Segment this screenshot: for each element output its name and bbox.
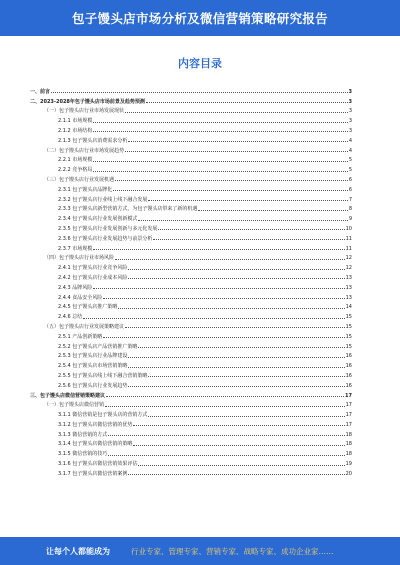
toc-leader-dots bbox=[115, 179, 348, 181]
toc-entry-page: 5 bbox=[348, 167, 352, 174]
toc-leader-dots bbox=[133, 424, 344, 426]
toc-leader-dots bbox=[106, 395, 344, 397]
toc-entry[interactable] bbox=[30, 320, 352, 330]
toc-entry[interactable] bbox=[30, 467, 352, 477]
toc-entry[interactable] bbox=[30, 193, 352, 203]
toc-entry-page: 15 bbox=[345, 323, 352, 330]
toc-entry-page: 15 bbox=[345, 333, 352, 340]
toc-entry[interactable] bbox=[30, 222, 352, 232]
toc-entry-title: （三）包子馒头店行业发展机遇 bbox=[44, 176, 115, 183]
footer-slogan: 让每个人都能成为 bbox=[46, 547, 110, 556]
report-header bbox=[0, 0, 400, 36]
toc-leader-dots bbox=[158, 228, 344, 230]
toc-entry-title: 3.1.5 微信营销的技巧 bbox=[58, 451, 108, 458]
toc-entry-title: 2.4.3 品牌风险 bbox=[58, 284, 93, 291]
toc-entry[interactable] bbox=[30, 114, 352, 124]
toc-entry[interactable] bbox=[30, 399, 352, 409]
toc-entry-title: 2.3.1 包子馒头店品牌化 bbox=[58, 186, 113, 193]
toc-leader-dots bbox=[108, 434, 344, 436]
toc-entry-page: 16 bbox=[345, 353, 352, 360]
toc-entry-title: 2.3.4 包子馒头店行业发展创新模式 bbox=[58, 216, 138, 223]
toc-entry[interactable] bbox=[30, 212, 352, 222]
toc-entry-title: （二）包子馒头店行业市场发展趋势 bbox=[44, 147, 125, 154]
toc-entry-page: 7 bbox=[348, 196, 352, 203]
toc-entry-title: 2.5.4 包子馒头店市场营销策略 bbox=[58, 363, 128, 370]
toc-entry-title: 3.1.6 包子馒头店微信营销效果评估 bbox=[58, 461, 138, 468]
toc-entry-page: 3 bbox=[348, 108, 352, 115]
toc-entry-title: 2.4.5 包子馒头店推广策略 bbox=[58, 304, 118, 311]
toc-entry-title: 2.2.1 市场规模 bbox=[58, 157, 93, 164]
toc-list bbox=[30, 85, 352, 477]
toc-entry-title: （五）包子馒头店行业发展策略建议 bbox=[44, 323, 125, 330]
toc-leader-dots bbox=[51, 91, 348, 93]
toc-entry[interactable] bbox=[30, 85, 352, 95]
toc-leader-dots bbox=[128, 356, 344, 358]
toc-leader-dots bbox=[103, 297, 344, 299]
toc-entry-page: 15 bbox=[345, 343, 352, 350]
toc-entry[interactable] bbox=[30, 350, 352, 360]
toc-entry-page: 6 bbox=[348, 176, 352, 183]
toc-entry-page: 12 bbox=[345, 265, 352, 272]
toc-entry-title: 2.5.3 包子馒头店行业品牌建设 bbox=[58, 353, 128, 360]
toc-entry[interactable] bbox=[30, 457, 352, 467]
toc-entry-title: 2.1.1 市场规模 bbox=[58, 118, 93, 125]
toc-entry-title: 2.5.5 包子馒头店线上线下融合营销策略 bbox=[58, 372, 148, 379]
toc-entry-title: 2.2.2 竞争格局 bbox=[58, 167, 93, 174]
toc-leader-dots bbox=[128, 385, 344, 387]
toc-leader-dots bbox=[148, 375, 344, 377]
toc-entry-title: （四）包子馒头店行业市场风险 bbox=[44, 255, 115, 262]
toc-entry-title: 一、前言 bbox=[30, 88, 51, 95]
toc-leader-dots bbox=[125, 326, 345, 328]
toc-entry[interactable] bbox=[30, 95, 352, 105]
toc-entry[interactable] bbox=[30, 359, 352, 369]
toc-leader-dots bbox=[198, 209, 347, 211]
toc-entry-page: 18 bbox=[345, 451, 352, 458]
toc-entry-title: 2.1.3 包子馒头店消费需求分析 bbox=[58, 137, 128, 144]
toc-entry-title: 2.4.4 食品安全风险 bbox=[58, 294, 103, 301]
toc-entry-title: 3.1.1 微信营销是包子馒头店的营销方式 bbox=[58, 412, 148, 419]
toc-leader-dots bbox=[103, 336, 344, 338]
toc-entry-page: 3 bbox=[348, 98, 352, 105]
toc-leader-dots bbox=[125, 150, 348, 152]
toc-entry-page: 11 bbox=[345, 245, 352, 252]
toc-leader-dots bbox=[93, 160, 348, 162]
toc-entry-page: 8 bbox=[348, 206, 352, 213]
toc-leader-dots bbox=[108, 454, 344, 456]
toc-leader-dots bbox=[128, 473, 344, 475]
toc-entry[interactable] bbox=[30, 203, 352, 213]
toc-leader-dots bbox=[133, 444, 344, 446]
toc-entry[interactable] bbox=[30, 173, 352, 183]
toc-leader-dots bbox=[93, 248, 344, 250]
toc-entry-page: 18 bbox=[345, 441, 352, 448]
toc-entry-title: 三、包子馒头店微信营销策略建议 bbox=[30, 392, 106, 399]
toc-entry[interactable] bbox=[30, 291, 352, 301]
toc-leader-dots bbox=[153, 238, 344, 240]
toc-entry[interactable] bbox=[30, 281, 352, 291]
toc-entry-page: 16 bbox=[345, 382, 352, 389]
toc-leader-dots bbox=[115, 258, 345, 260]
toc-entry-page: 17 bbox=[345, 402, 352, 409]
toc-entry-title: 2.1.2 市场结构 bbox=[58, 127, 93, 134]
toc-entry-page: 6 bbox=[348, 186, 352, 193]
toc-entry-page: 10 bbox=[345, 225, 352, 232]
toc-entry[interactable] bbox=[30, 418, 352, 428]
toc-entry[interactable] bbox=[30, 301, 352, 311]
footer-tagline: 行业专家、管理专家、营销专家、战略专家、成功企业家…… bbox=[131, 547, 334, 556]
toc-leader-dots bbox=[138, 346, 344, 348]
toc-leader-dots bbox=[93, 287, 344, 289]
toc-entry[interactable] bbox=[30, 379, 352, 389]
toc-entry-title: 2.3.5 包子馒头店行业发展创新与多元化发展 bbox=[58, 225, 158, 232]
toc-leader-dots bbox=[148, 199, 347, 201]
toc-entry-title: 2.4.2 包子馒头店行业成本风险 bbox=[58, 274, 128, 281]
toc-entry-page: 3 bbox=[348, 88, 352, 95]
toc-entry-page: 13 bbox=[345, 274, 352, 281]
toc-entry[interactable] bbox=[30, 389, 352, 399]
toc-entry-page: 3 bbox=[348, 118, 352, 125]
toc-leader-dots bbox=[93, 170, 348, 172]
toc-entry-page: 13 bbox=[345, 284, 352, 291]
toc-entry[interactable] bbox=[30, 369, 352, 379]
toc-entry-title: 2.5.1 产品创新策略 bbox=[58, 333, 103, 340]
toc-entry[interactable] bbox=[30, 144, 352, 154]
toc-entry[interactable] bbox=[30, 242, 352, 252]
toc-leader-dots bbox=[93, 130, 348, 132]
toc-entry-title: （一）包子馒头店行业市场发展现状 bbox=[44, 108, 125, 115]
toc-entry-page: 13 bbox=[345, 294, 352, 301]
toc-entry-page: 16 bbox=[345, 372, 352, 379]
toc-entry-page: 17 bbox=[345, 412, 352, 419]
toc-entry[interactable] bbox=[30, 134, 352, 144]
toc-entry[interactable] bbox=[30, 438, 352, 448]
toc-entry-title: 2.3.3 包子馒头店新型营销方式，为包子馒头店带来了新的机遇 bbox=[58, 206, 198, 213]
toc-entry-title: 3.1.7 包子馒头店微信营销案例 bbox=[58, 470, 128, 477]
toc-entry-page: 20 bbox=[345, 470, 352, 477]
report-title: 包子馒头店市场分析及微信营销策略研究报告 bbox=[71, 11, 328, 26]
toc-leader-dots bbox=[93, 121, 348, 123]
toc-entry-page: 4 bbox=[348, 147, 352, 154]
toc-entry-title: 3.1.4 包子馒头店微信营销的策略 bbox=[58, 441, 133, 448]
toc-entry-page: 19 bbox=[345, 461, 352, 468]
toc-entry[interactable] bbox=[30, 271, 352, 281]
toc-entry-title: 2.3.6 包子馒头店行业发展趋势与前景分析 bbox=[58, 235, 153, 242]
toc-leader-dots bbox=[128, 268, 344, 270]
toc-entry[interactable] bbox=[30, 154, 352, 164]
toc-leader-dots bbox=[128, 366, 344, 368]
toc-entry-page: 11 bbox=[345, 235, 352, 242]
toc-entry[interactable] bbox=[30, 310, 352, 320]
toc-entry-page: 18 bbox=[345, 431, 352, 438]
toc-entry-title: 2.5.2 包子馒头店产品营销推广策略 bbox=[58, 343, 138, 350]
toc-entry[interactable] bbox=[30, 232, 352, 242]
toc-entry[interactable] bbox=[30, 428, 352, 438]
toc-entry[interactable] bbox=[30, 447, 352, 457]
toc-entry-page: 17 bbox=[345, 421, 352, 428]
toc-entry[interactable] bbox=[30, 105, 352, 115]
toc-entry-page: 9 bbox=[348, 216, 352, 223]
toc-entry-page: 17 bbox=[345, 392, 352, 399]
toc-entry-title: 2.4.6 总结 bbox=[58, 314, 83, 321]
toc-leader-dots bbox=[128, 140, 347, 142]
toc-entry-page: 4 bbox=[348, 137, 352, 144]
toc-entry[interactable] bbox=[30, 340, 352, 350]
toc-entry-page: 14 bbox=[345, 304, 352, 311]
toc-entry[interactable] bbox=[30, 124, 352, 134]
toc-entry-title: 3.1.3 微信营销的方式 bbox=[58, 431, 108, 438]
toc-entry-page: 3 bbox=[348, 127, 352, 134]
toc-entry-page: 12 bbox=[345, 255, 352, 262]
toc-entry-page: 16 bbox=[345, 363, 352, 370]
toc-leader-dots bbox=[113, 189, 348, 191]
footer-banner bbox=[0, 537, 400, 565]
toc-entry-page: 15 bbox=[345, 314, 352, 321]
toc-entry-page: 5 bbox=[348, 157, 352, 164]
toc-leader-dots bbox=[105, 405, 345, 407]
toc-entry-title: 2.3.2 包子馒头店行业线上线下融合发展 bbox=[58, 196, 148, 203]
toc-heading: 内容目录 bbox=[178, 57, 222, 70]
toc-leader-dots bbox=[146, 101, 348, 103]
toc-entry-title: 3.1.2 包子馒头店微信营销的优势 bbox=[58, 421, 133, 428]
toc-entry[interactable] bbox=[30, 330, 352, 340]
toc-entry-title: 2.4.1 包子馒头店行业竞争风险 bbox=[58, 265, 128, 272]
toc-entry[interactable] bbox=[30, 261, 352, 271]
toc-leader-dots bbox=[125, 111, 348, 113]
toc-leader-dots bbox=[138, 219, 347, 221]
toc-entry-title: （一）包子馒头店微信营销 bbox=[44, 402, 105, 409]
toc-entry[interactable] bbox=[30, 252, 352, 262]
toc-leader-dots bbox=[148, 415, 344, 417]
toc-leader-dots bbox=[118, 307, 344, 309]
toc-leader-dots bbox=[83, 317, 344, 319]
toc-entry-title: 2.5.6 包子馒头店行业发展趋势 bbox=[58, 382, 128, 389]
toc-entry-title: 2.3.7 市场规模 bbox=[58, 245, 93, 252]
toc-leader-dots bbox=[128, 277, 344, 279]
toc-leader-dots bbox=[138, 464, 344, 466]
toc-entry[interactable] bbox=[30, 163, 352, 173]
toc-entry[interactable] bbox=[30, 183, 352, 193]
toc-entry[interactable] bbox=[30, 408, 352, 418]
toc-entry-title: 二、2023-2028年包子馒头店市场前景及趋势预测 bbox=[30, 98, 145, 105]
